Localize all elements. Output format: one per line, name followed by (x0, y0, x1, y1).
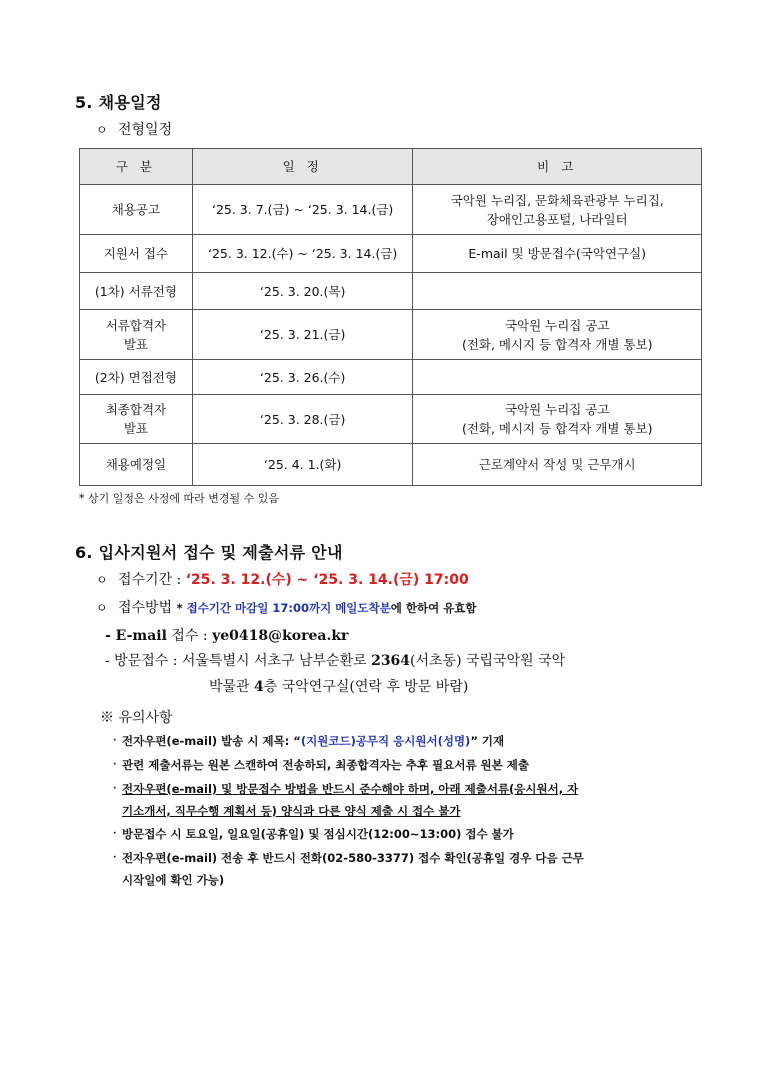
row-schedule: ‘25. 3. 26.(수) (192, 360, 413, 395)
circle-marker: ㅇ (96, 123, 108, 137)
period-value: ‘25. 3. 12.(수) ~ ‘25. 3. 14.(금) 17:00 (185, 572, 469, 588)
table-row (80, 310, 702, 360)
caution-item (113, 778, 698, 822)
visit-address-part: 박물관 (209, 679, 250, 695)
row-schedule: ‘25. 3. 7.(금) ~ ‘25. 3. 14.(금) (192, 185, 413, 235)
caution-item (113, 730, 698, 752)
bullet-text: 관련 제출서류는 원본 스캔하여 전송하되, 최종합격자는 추후 필요서류 원본 제출 (122, 758, 529, 772)
row-label-line-1: 서류합격자 (105, 317, 167, 333)
row-label: 채용공고 (80, 185, 193, 235)
section-5-title: 5. 채용일정 (75, 93, 162, 112)
asterisk-mark: * (176, 601, 183, 615)
row-label-line-1: 최종합격자 (105, 402, 167, 417)
caution-item (113, 823, 698, 845)
visit-prefix: - 방문접수 : (105, 653, 178, 669)
schedule-footnote: * 상기 일정은 사정에 따라 변경될 수 있음 (79, 492, 279, 505)
bullet-dot: · (113, 760, 117, 770)
email-submission (105, 625, 348, 645)
bullet-text: 전자우편(e-mail) 발송 시 제목: “ (122, 734, 301, 748)
bullet-text: 전자우편(e-mail) 전송 후 반드시 전화(02-580-3377) 접수 확인(공휴일 경우 다음 근무 (122, 851, 584, 865)
bullet-text: 방문접수 시 토요일, 일요일(공휴일) 및 점심시간(12:00~13:00) 접수 불가 (122, 827, 514, 841)
visit-submission-line-2 (209, 676, 468, 696)
row-schedule: ‘25. 3. 12.(수) ~ ‘25. 3. 14.(금) (192, 235, 413, 273)
email-label: 접수 : (171, 628, 208, 644)
caution-item (113, 847, 698, 891)
row-remarks: E-mail 및 방문접수(국악연구실) (413, 235, 702, 273)
row-schedule: ‘25. 3. 28.(금) (192, 395, 413, 444)
remarks-line-1: 국악원 누리집 공고 (504, 402, 610, 417)
remarks-line-2: 장애인고용포털, 나라일터 (486, 211, 628, 227)
row-label-line-2: 발표 (123, 421, 148, 436)
remarks-line-2: (전화, 메시지 등 합격자 개별 통보) (461, 421, 653, 436)
visit-submission-line-1 (105, 650, 565, 670)
circle-marker: ㅇ (96, 573, 108, 587)
method-note-suffix: 에 한하여 유효함 (390, 601, 477, 615)
email-address: ye0418@korea.kr (212, 628, 349, 644)
bullet-text: ” 기재 (470, 734, 505, 748)
row-label (80, 310, 193, 360)
table-row (80, 273, 702, 310)
period-label: 접수기간 : (118, 572, 182, 588)
table-row (80, 444, 702, 486)
circle-marker: ㅇ (96, 601, 108, 615)
remarks-line-1: 국악원 누리집, 문화체육관광부 누리집, (450, 192, 664, 208)
visit-address-part: 층 국악연구실(연락 후 방문 바람) (263, 679, 469, 695)
row-label: (1차) 서류전형 (80, 273, 193, 310)
row-schedule: ‘25. 3. 21.(금) (192, 310, 413, 360)
row-schedule: ‘25. 4. 1.(화) (192, 444, 413, 486)
row-remarks: 근로계약서 작성 및 근무개시 (413, 444, 702, 486)
row-label-line-2: 발표 (123, 336, 148, 352)
section-6-title: 6. 입사지원서 접수 및 제출서류 안내 (75, 543, 343, 562)
visit-address-part: (서초동) 국립국악원 국악 (410, 653, 566, 669)
visit-floor-number: 4 (254, 679, 264, 695)
bullet-dot: · (113, 853, 117, 863)
row-label (80, 395, 193, 444)
header-schedule: 일 정 (192, 149, 413, 185)
row-remarks (413, 395, 702, 444)
header-category: 구 분 (80, 149, 193, 185)
row-label: 지원서 접수 (80, 235, 193, 273)
method-deadline-note: 접수기간 마감일 17:00까지 메일도착분 (186, 601, 391, 615)
visit-address-part: 서울특별시 서초구 남부순환로 (181, 653, 367, 669)
bullet-text: 기소개서, 직무수행 계획서 등) 양식과 다른 양식 제출 시 접수 불가 (122, 804, 461, 818)
email-subject-format: (지원코드)공무직 응시원서(성명) (300, 734, 471, 748)
method-note (177, 601, 477, 615)
row-remarks (413, 360, 702, 395)
bullet-text: 전자우편(e-mail) 및 방문접수 방법을 반드시 준수해야 하며, 아래 제출서류(응시원서, 자 (122, 782, 579, 796)
bullet-text: 시작일에 확인 가능) (122, 873, 225, 887)
schedule-subheading (96, 119, 172, 139)
bullet-dot: · (113, 829, 117, 839)
row-schedule: ‘25. 3. 20.(목) (192, 273, 413, 310)
row-label: 채용예정일 (80, 444, 193, 486)
application-method (96, 597, 477, 617)
table-row (80, 185, 702, 235)
row-remarks (413, 185, 702, 235)
bullet-dot: · (113, 736, 117, 746)
bullet-dot: · (113, 784, 117, 794)
table-row (80, 395, 702, 444)
table-row (80, 360, 702, 395)
email-prefix: - E-mail (105, 628, 167, 644)
application-period (96, 569, 469, 589)
remarks-line-1: 국악원 누리집 공고 (504, 317, 610, 333)
table-header-row (80, 149, 702, 185)
header-remarks: 비 고 (413, 149, 702, 185)
method-label: 접수방법 (118, 600, 173, 616)
schedule-subheading-label: 전형일정 (118, 122, 173, 138)
caution-heading: ※ 유의사항 (100, 710, 173, 726)
table-row (80, 235, 702, 273)
row-label: (2차) 면접전형 (80, 360, 193, 395)
row-remarks (413, 273, 702, 310)
visit-address-number: 2364 (371, 653, 411, 669)
remarks-line-2: (전화, 메시지 등 합격자 개별 통보) (461, 336, 653, 352)
row-remarks (413, 310, 702, 360)
caution-item (113, 754, 698, 776)
schedule-table (79, 148, 702, 486)
